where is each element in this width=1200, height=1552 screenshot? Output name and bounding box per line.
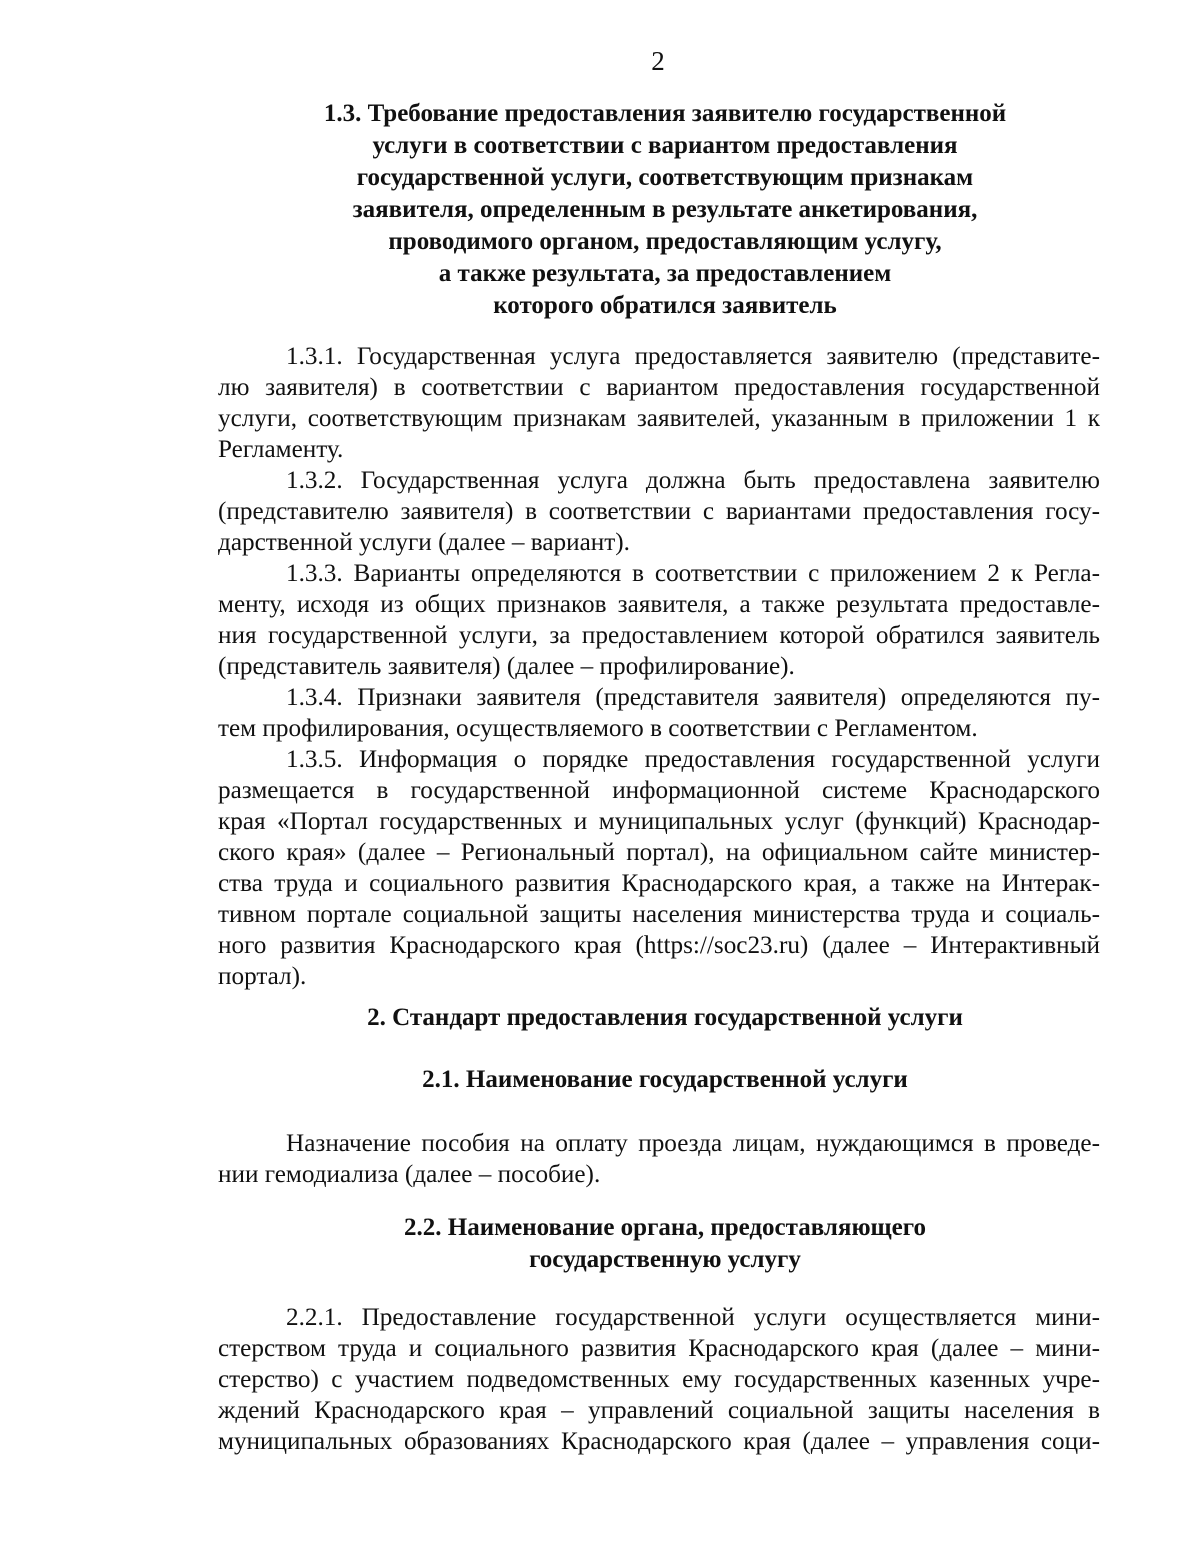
heading-line: 2.1. Наименование государственной услуги bbox=[422, 1066, 908, 1093]
text-line: стерство) с участием подведомственных ему государственных казенных учре- bbox=[218, 1366, 1100, 1393]
paragraph-1-3-2 bbox=[218, 465, 1100, 558]
heading-line: которого обратился заявитель bbox=[493, 292, 837, 319]
text-line: ского края» (далее – Региональный портал), на официальном сайте министер- bbox=[218, 839, 1100, 866]
page-number: 2 bbox=[651, 46, 665, 76]
text-line: тивном портале социальной защиты населения министерства труда и социаль- bbox=[218, 901, 1100, 928]
heading-line: 2.2. Наименование органа, предоставляющего bbox=[404, 1214, 926, 1241]
text-line: ного развития Краснодарского края (https://soc23.ru) (далее – Интерактивный bbox=[218, 932, 1100, 959]
section-2-1-heading bbox=[270, 1064, 1060, 1096]
text-line: 2.2.1. Предоставление государственной услуги осуществляется мини- bbox=[286, 1304, 1100, 1331]
text-line: 1.3.1. Государственная услуга предоставляется заявителю (представите- bbox=[286, 343, 1100, 370]
text-line: тем профилирования, осуществляемого в соответствии с Регламентом. bbox=[218, 715, 978, 742]
text-line: стерством труда и социального развития Краснодарского края (далее – мини- bbox=[218, 1335, 1100, 1362]
paragraph-1-3-4 bbox=[218, 682, 1100, 744]
text-line: менту, исходя из общих признаков заявителя, а также результата предоставле- bbox=[218, 591, 1100, 618]
text-line: муниципальных образованиях Краснодарского края (далее – управления соци- bbox=[218, 1428, 1100, 1455]
paragraph-1-3-5 bbox=[218, 744, 1100, 992]
heading-line: государственной услуги, соответствующим признакам bbox=[356, 164, 974, 191]
text-line: 1.3.2. Государственная услуга должна быть предоставлена заявителю bbox=[286, 467, 1100, 494]
section-2-heading bbox=[270, 1002, 1060, 1034]
text-line: 1.3.3. Варианты определяются в соответствии с приложением 2 к Регла- bbox=[286, 560, 1100, 587]
text-line: (представителю заявителя) в соответствии с вариантами предоставления госу- bbox=[218, 498, 1100, 525]
text-line: ства труда и социального развития Краснодарского края, а также на Интерак- bbox=[218, 870, 1100, 897]
text-line: услуги, соответствующим признакам заявителей, указанным в приложении 1 к bbox=[218, 405, 1100, 432]
text-line: 1.3.4. Признаки заявителя (представителя заявителя) определяются пу- bbox=[286, 684, 1100, 711]
paragraph-2-1 bbox=[218, 1128, 1100, 1190]
text-line: лю заявителя) в соответствии с вариантом предоставления государственной bbox=[218, 374, 1100, 401]
heading-line: 2. Стандарт предоставления государственной услуги bbox=[367, 1004, 963, 1031]
heading-line: государственную услугу bbox=[529, 1246, 801, 1273]
paragraph-2-2-1 bbox=[218, 1302, 1100, 1457]
text-line: края «Портал государственных и муниципальных услуг (функций) Краснодар- bbox=[218, 808, 1100, 835]
text-line: размещается в государственной информационной системе Краснодарского bbox=[218, 777, 1100, 804]
text-line: 1.3.5. Информация о порядке предоставления государственной услуги bbox=[286, 746, 1100, 773]
text-line: (представитель заявителя) (далее – профилирование). bbox=[218, 653, 795, 680]
text-line: дарственной услуги (далее – вариант). bbox=[218, 529, 630, 556]
text-line: Назначение пособия на оплату проезда лицам, нуждающимся в проведе- bbox=[286, 1130, 1100, 1157]
heading-line: проводимого органом, предоставляющим услугу, bbox=[388, 228, 942, 255]
text-line: ждений Краснодарского края – управлений социальной защиты населения в bbox=[218, 1397, 1100, 1424]
section-2-2-heading bbox=[270, 1212, 1060, 1276]
section-1-3-heading bbox=[270, 98, 1060, 322]
text-line: нии гемодиализа (далее – пособие). bbox=[218, 1161, 601, 1188]
text-line: Регламенту. bbox=[218, 436, 344, 463]
heading-line: услуги в соответствии с вариантом предоставления bbox=[372, 132, 958, 159]
paragraph-1-3-1 bbox=[218, 341, 1100, 465]
heading-line: заявителя, определенным в результате анкетирования, bbox=[352, 196, 978, 223]
heading-line: а также результата, за предоставлением bbox=[438, 260, 892, 287]
paragraph-1-3-3 bbox=[218, 558, 1100, 682]
text-line: ния государственной услуги, за предоставлением которой обратился заявитель bbox=[218, 622, 1100, 649]
heading-line: 1.3. Требование предоставления заявителю государственной bbox=[323, 100, 1007, 127]
text-line: портал). bbox=[218, 963, 307, 990]
